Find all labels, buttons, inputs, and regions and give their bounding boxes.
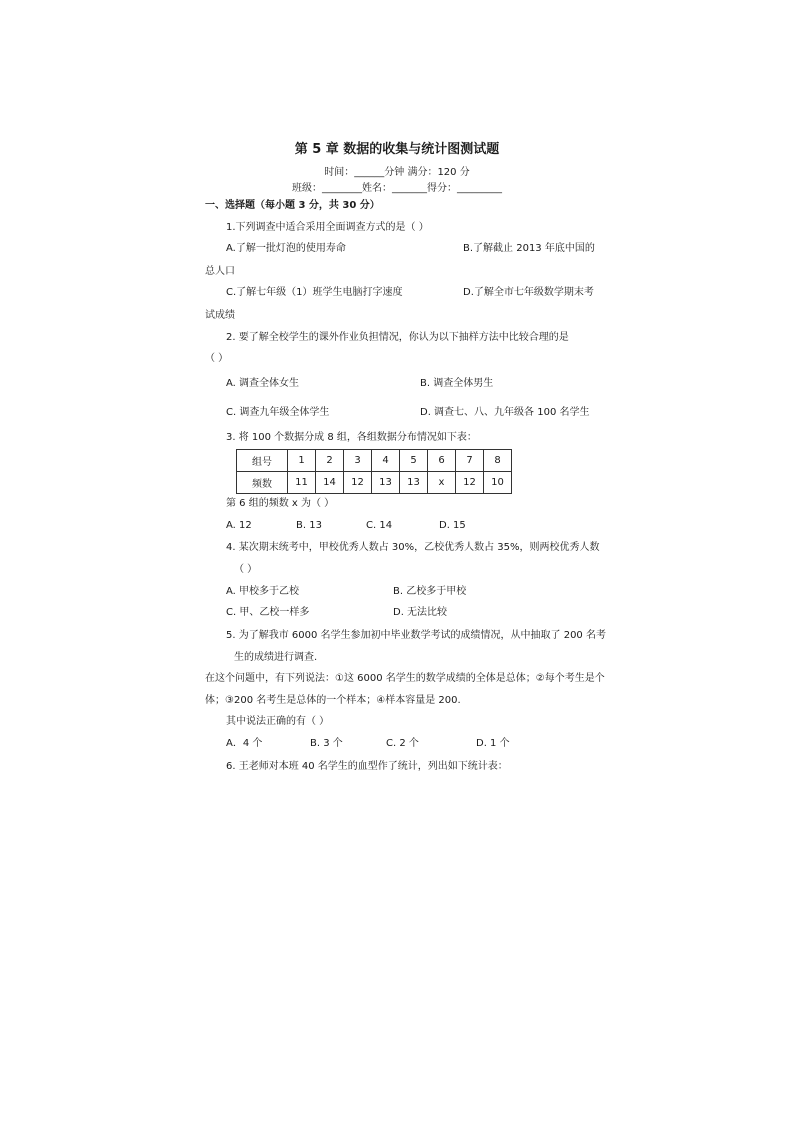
table-cell: 频数 [237, 472, 288, 494]
frequency-table [236, 449, 512, 494]
q6-stem: 6. 王老师对本班 40 名学生的血型作了统计，列出如下统计表： [226, 761, 508, 772]
table-cell: x [428, 472, 456, 494]
section-heading: 一、选择题（每小题 3 分，共 30 分） [205, 200, 380, 211]
q4-option-c: C. 甲、乙校一样多 [226, 607, 310, 618]
table-cell: 13 [372, 472, 400, 494]
q4-option-a: A. 甲校多于乙校 [226, 586, 300, 597]
page-title: 第 5 章 数据的收集与统计图测试题 [294, 142, 500, 157]
table-row [237, 450, 512, 472]
time-score-line: 时间：______分钟 满分：120 分 [324, 167, 470, 178]
q4-stem: 4. 某次期末统考中，甲校优秀人数占 30%，乙校优秀人数占 35%，则两校优秀人数 [226, 542, 600, 553]
table-cell: 5 [400, 450, 428, 472]
q5-statements-line1: 在这个问题中，有下列说法：①这 6000 名学生的数学成绩的全体是总体；②每个考生是个 [205, 673, 605, 684]
table-cell: 3 [344, 450, 372, 472]
q5-stem: 5. 为了解我市 6000 名学生参加初中毕业数学考试的成绩情况，从中抽取了 200 名考 [226, 630, 606, 641]
q1-option-a: A.了解一批灯泡的使用寿命 [226, 243, 346, 254]
table-cell: 2 [316, 450, 344, 472]
q4-option-d: D. 无法比较 [393, 607, 448, 618]
q1-option-d-cont: 试成绩 [205, 310, 235, 321]
table-cell: 组号 [237, 450, 288, 472]
q3-stem: 3. 将 100 个数据分成 8 组，各组数据分布情况如下表： [226, 432, 477, 443]
table-cell: 12 [456, 472, 484, 494]
q1-option-c: C.了解七年级（1）班学生电脑打字速度 [226, 287, 403, 298]
q3-option-d: D. 15 [439, 520, 466, 531]
q5-stem-cont: 生的成绩进行调查. [234, 652, 318, 663]
q1-option-d: D.了解全市七年级数学期末考 [463, 287, 594, 298]
q3-question: 第 6 组的频数 x 为（ ） [226, 498, 335, 509]
q4-option-b: B. 乙校多于甲校 [393, 586, 467, 597]
table-row [237, 472, 512, 494]
q5-option-c: C. 2 个 [386, 738, 419, 749]
table-cell: 1 [288, 450, 316, 472]
student-info-line: 班级：________姓名：_______得分：_________ [292, 183, 502, 194]
table-cell: 11 [288, 472, 316, 494]
q5-option-d: D. 1 个 [476, 738, 510, 749]
q1-stem: 1.下列调查中适合采用全面调查方式的是（ ） [226, 222, 429, 233]
q4-stem-cont: （ ） [234, 564, 258, 575]
q2-option-c: C. 调查九年级全体学生 [226, 407, 330, 418]
q3-option-c: C. 14 [366, 520, 393, 531]
q5-option-a: A．4 个 [226, 738, 263, 749]
table-cell: 14 [316, 472, 344, 494]
table-cell: 6 [428, 450, 456, 472]
q5-option-b: B. 3 个 [310, 738, 343, 749]
table-cell: 10 [484, 472, 512, 494]
table-cell: 12 [344, 472, 372, 494]
q3-option-b: B. 13 [296, 520, 322, 531]
q2-option-b: B. 调查全体男生 [420, 378, 494, 389]
q2-stem-cont: （ ） [205, 353, 229, 364]
q5-question: 其中说法正确的有（ ） [226, 716, 330, 727]
table-cell: 4 [372, 450, 400, 472]
table-cell: 13 [400, 472, 428, 494]
q1-option-b: B.了解截止 2013 年底中国的 [463, 243, 595, 254]
q3-option-a: A. 12 [226, 520, 252, 531]
q2-option-a: A. 调查全体女生 [226, 378, 300, 389]
q1-option-b-cont: 总人口 [205, 266, 235, 277]
q5-statements-line2: 体；③200 名考生是总体的一个样本；④样本容量是 200. [205, 695, 461, 706]
q2-stem: 2. 要了解全校学生的课外作业负担情况，你认为以下抽样方法中比较合理的是 [226, 332, 569, 343]
q2-option-d: D. 调查七、八、九年级各 100 名学生 [420, 407, 590, 418]
table-cell: 7 [456, 450, 484, 472]
table-cell: 8 [484, 450, 512, 472]
